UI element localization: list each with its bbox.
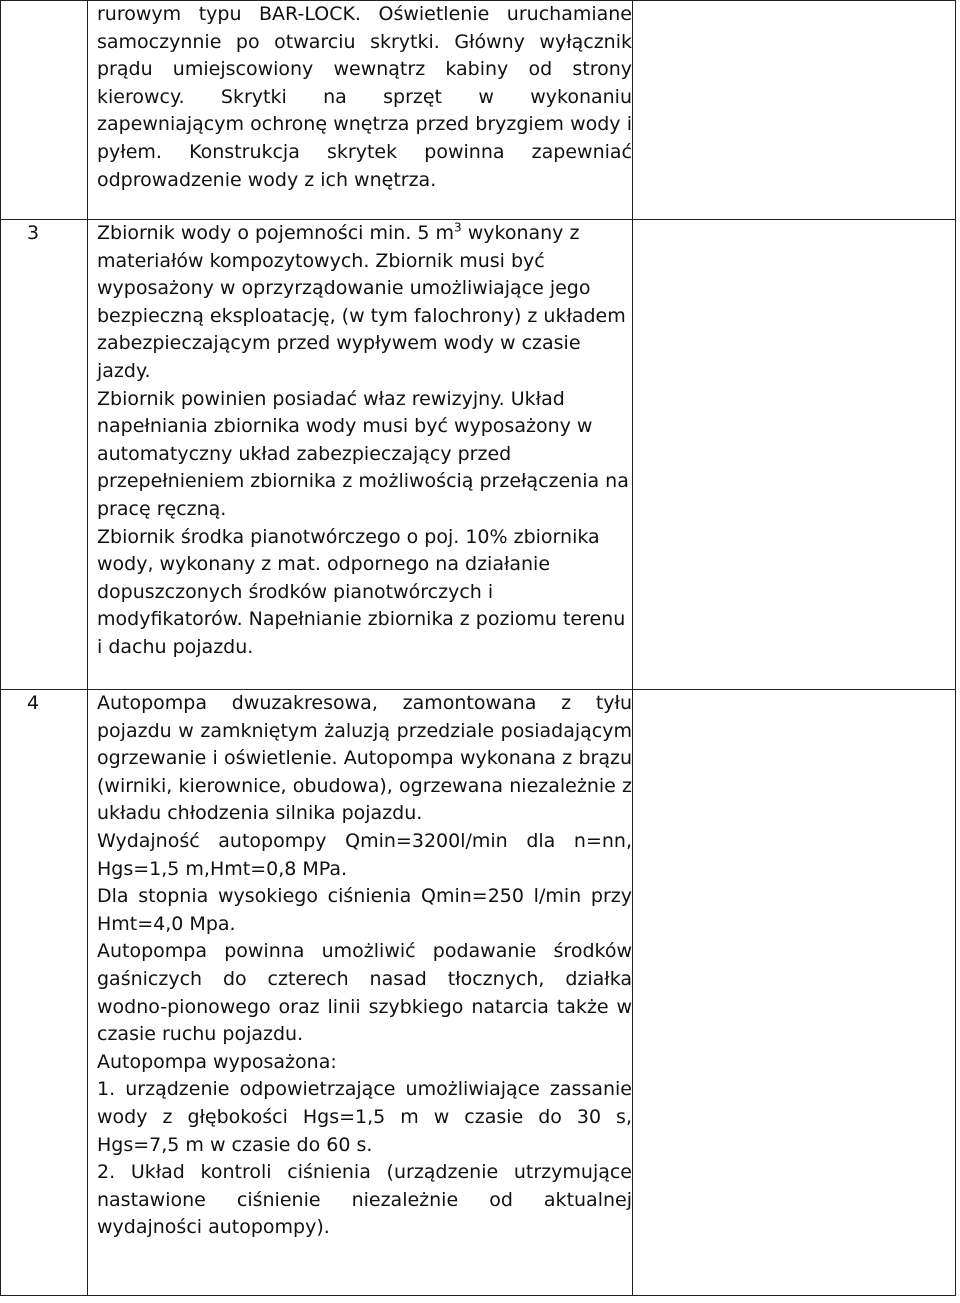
row-number-cell — [1, 220, 88, 690]
paragraph: rurowym typu BAR-LOCK. Oświetlenie uruchamiane samoczynnie po otwarciu skrytki. Główny wyłącznik prądu umiejscowiony wewnątrz kabiny od strony kierowcy. Skrytki na sprzęt w wykonaniu zapewniającym ochronę wnętrza przed bryzgiem wody i pyłem. Konstrukcja skrytek powinna zapewniać odprowadzenie wody z ich wnętrza. — [97, 3, 632, 191]
table-row — [1, 1, 956, 220]
row-number-cell — [1, 1, 88, 220]
paragraph: 2. Układ kontroli ciśnienia (urządzenie utrzymujące nastawione ciśnienie niezależnie od aktualnej wydajności autopompy). — [97, 1161, 632, 1239]
paragraph: 1. urządzenie odpowietrzające umożliwiające zassanie wody z głębokości Hgs=1,5 m w czasie do 30 s, Hgs=7,5 m w czasie do 60 s. — [97, 1078, 632, 1156]
row-number: 3 — [26, 222, 40, 244]
text-span: wykonany z materiałów kompozytowych. Zbiornik musi być wyposażony w oprzyrządowanie umożliwiające jego bezpieczną eksploatację, (w tym falochrony) z układem zabezpieczającym przed wypływem wody w czasie jazdy. — [97, 222, 626, 382]
table-row — [1, 690, 956, 1296]
row-number: 4 — [26, 692, 40, 714]
paragraph: Autopompa dwuzakresowa, zamontowana z tyłu pojazdu w zamkniętym żaluzją przedziale posiadającym ogrzewanie i oświetlenie. Autopompa wykonana z brązu (wirniki, kierownice, obudowa), ogrzewana niezależnie z układu chłodzenia silnika pojazdu. — [97, 692, 632, 825]
text-span: Zbiornik wody o pojemności min. 5 m — [97, 222, 455, 244]
description-cell — [88, 690, 633, 1296]
description-cell — [88, 1, 633, 220]
superscript: 3 — [454, 220, 462, 235]
paragraph — [97, 220, 632, 386]
description-cell — [88, 220, 633, 690]
empty-cell — [633, 220, 956, 690]
paragraph: Dla stopnia wysokiego ciśnienia Qmin=250 l/min przy Hmt=4,0 Mpa. — [97, 885, 632, 935]
paragraph: Autopompa powinna umożliwić podawanie środków gaśniczych do czterech nasad tłocznych, działka wodno-pionowego oraz linii szybkiego natarcia także w czasie ruchu pojazdu. — [97, 940, 632, 1046]
paragraph: Zbiornik środka pianotwórczego o poj. 10% zbiornika wody, wykonany z mat. odpornego na działanie dopuszczonych środków pianotwórczych i modyfikatorów. Napełnianie zbiornika z poziomu terenu i dachu pojazdu. — [97, 525, 626, 658]
empty-cell — [633, 1, 956, 220]
table-row — [1, 220, 956, 690]
empty-cell — [633, 690, 956, 1296]
row-number-cell — [1, 690, 88, 1296]
paragraph: Zbiornik powinien posiadać właz rewizyjny. Układ napełniania zbiornika wody musi być wyposażony w automatyczny układ zabezpieczający przed przepełnieniem zbiornika z możliwością przełączenia na pracę ręczną. — [97, 387, 629, 520]
paragraph: Wydajność autopompy Qmin=3200l/min dla n=nn, Hgs=1,5 m,Hmt=0,8 MPa. — [97, 829, 632, 880]
paragraph: Autopompa wyposażona: — [97, 1050, 337, 1073]
